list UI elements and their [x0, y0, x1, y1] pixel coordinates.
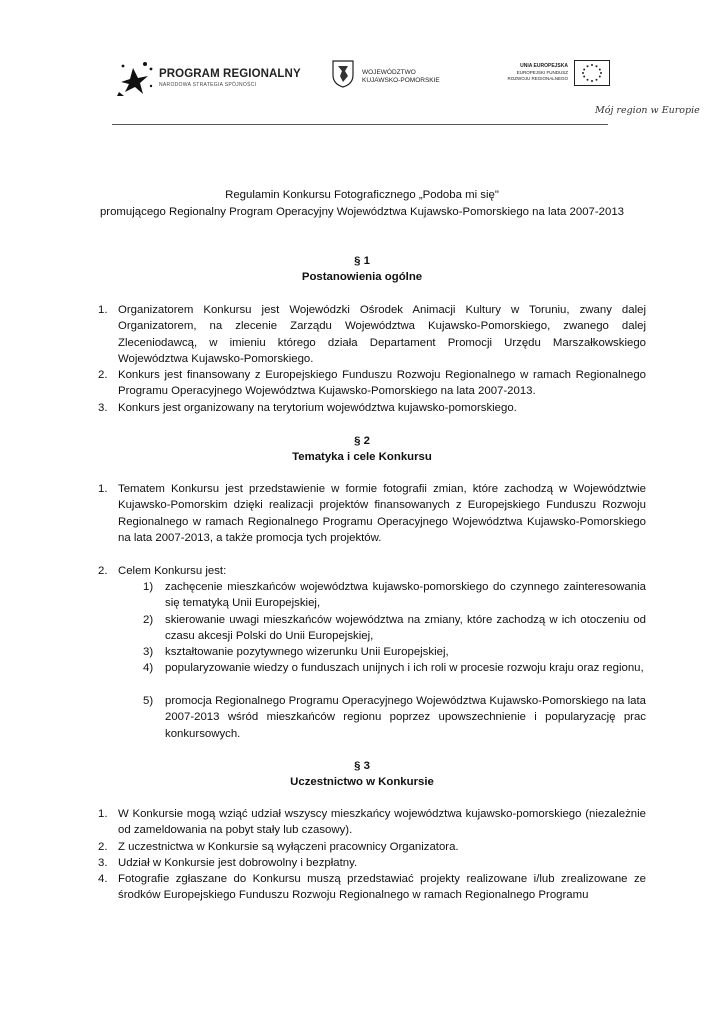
doc-title-line-1: Regulamin Konkursu Fotograficznego „Podoba mi się"	[225, 189, 499, 201]
section-3-item	[98, 871, 646, 904]
subitem-text: promocja Regionalnego Programu Operacyjnego Województwa Kujawsko-Pomorskiego na lata 2007-2013 wśród mieszkańców regionu poprzez upowszechnienie i popularyzację prac konkursowych.	[165, 695, 646, 740]
subitem-number: 3)	[143, 646, 154, 658]
subitem-text: kształtowanie pozytywnego wizerunku Unii Europejskiej,	[165, 646, 449, 658]
section-2-subitem	[143, 693, 646, 742]
star-figure-icon	[115, 56, 157, 98]
section-1-title: Postanowienia ogólne	[301, 271, 423, 283]
item-number: 3.	[98, 857, 108, 869]
subitem-number: 4)	[143, 662, 154, 674]
item-text: Tematem Konkursu jest przedstawienie w formie fotografii zmian, które zachodzą w Województwie Kujawsko-Pomorskim dzięki realizacji projektów finansowanych z Europejskiego Funduszu Rozwoju Regionalnego w ramach Regionalnego Programu Operacyjnego Województwa Kujawsko-Pomorskiego na lata 2007-2013, a także promocja tych projektów.	[118, 483, 646, 545]
region-line-1: WOJEWÓDZTWO	[362, 69, 416, 76]
slogan: Mój region w Europie	[595, 105, 700, 116]
section-3-number: § 3	[354, 760, 370, 772]
section-3-title: Uczestnictwo w Konkursie	[290, 776, 434, 788]
section-2-subitem	[143, 579, 646, 612]
item-text: W Konkursie mogą wziąć udział wszyscy mieszkańcy województwa kujawsko-pomorskiego (niezależnie od zameldowania na pobyt stały lub czasowy).	[118, 808, 646, 837]
region-line-2: KUJAWSKO-POMORSKIE	[362, 77, 440, 84]
coat-of-arms-icon	[332, 60, 354, 88]
subitem-number: 5)	[143, 695, 154, 707]
item-number: 1.	[98, 304, 108, 316]
subitem-text: zachęcenie mieszkańców województwa kujawsko-pomorskiego do czynnego zainteresowania się tematyką Unii Europejskiej,	[165, 581, 646, 610]
section-1-item	[98, 302, 646, 368]
item-text: Udział w Konkursie jest dobrowolny i bezpłatny.	[118, 857, 358, 869]
page-header	[110, 52, 700, 124]
section-3-item	[98, 855, 646, 871]
item-number: 1.	[98, 483, 108, 495]
program-subtitle: NARODOWA STRATEGIA SPÓJNOŚCI	[159, 82, 257, 88]
eu-flag-icon	[574, 60, 610, 86]
subitem-text: popularyzowanie wiedzy o funduszach unijnych i ich roli w procesie rozwoju kraju oraz regionu,	[165, 662, 644, 674]
subitem-number: 1)	[143, 581, 154, 593]
item-number: 2.	[98, 369, 108, 381]
subitem-text: skierowanie uwagi mieszkańców województwa na zmiany, które zachodzą w ich otoczeniu od czasu akcesji Polski do Unii Europejskiej,	[165, 614, 646, 643]
eu-line-3: ROZWOJU REGIONALNEGO	[507, 76, 568, 81]
item-number: 4.	[98, 873, 108, 885]
item-text: Fotografie zgłaszane do Konkursu muszą przedstawiać projekty realizowane i/lub zrealizowane ze środków Europejskiego Funduszu Rozwoju Regionalnego w ramach Regionalnego Programu	[118, 873, 646, 902]
program-title: PROGRAM REGIONALNY	[159, 68, 301, 80]
section-2-title: Tematyka i cele Konkursu	[292, 451, 432, 463]
section-3-item	[98, 839, 646, 855]
item-number: 3.	[98, 402, 108, 414]
item-number: 1.	[98, 808, 108, 820]
section-3-item	[98, 806, 646, 839]
item-text: Celem Konkursu jest:	[118, 565, 227, 577]
section-2-item	[98, 563, 646, 579]
program-regionalny-logo	[115, 56, 305, 98]
subitem-number: 2)	[143, 614, 154, 626]
section-1-number: § 1	[354, 255, 370, 267]
item-text: Konkurs jest finansowany z Europejskiego Funduszu Rozwoju Regionalnego w ramach Regionalnego Programu Operacyjnego Województwa Kujawsko-Pomorskiego na lata 2007-2013.	[118, 369, 646, 398]
doc-title-line-2: promującego Regionalny Program Operacyjny Województwa Kujawsko-Pomorskiego na lata 2007-2013	[99, 206, 625, 218]
section-1-item	[98, 400, 646, 416]
section-2-subitem	[143, 644, 646, 660]
section-2-item	[98, 481, 646, 547]
item-text: Konkurs jest organizowany na terytorium województwa kujawsko-pomorskiego.	[118, 402, 517, 414]
section-2-subitem	[143, 660, 646, 676]
item-number: 2.	[98, 841, 108, 853]
item-number: 2.	[98, 565, 108, 577]
section-2-number: § 2	[354, 435, 370, 447]
item-text: Organizatorem Konkursu jest Wojewódzki Ośrodek Animacji Kultury w Toruniu, zwany dalej Organizatorem, na zlecenie Zarządu Województwa Kujawsko-Pomorskiego, zwanego dalej Zleceniodawcą, w imieniu którego działa Departament Promocji Urzędu Marszałkowskiego Województwa Kujawsko-Pomorskiego.	[118, 304, 646, 366]
eu-line-1: UNIA EUROPEJSKA	[520, 63, 568, 69]
eu-line-2: EUROPEJSKI FUNDUSZ	[516, 70, 568, 75]
section-1-item	[98, 367, 646, 400]
eu-logo	[485, 60, 700, 116]
wojewodztwo-logo	[332, 60, 452, 94]
header-divider	[112, 124, 608, 125]
section-2-subitem	[143, 612, 646, 645]
item-text: Z uczestnictwa w Konkursie są wyłączeni pracownicy Organizatora.	[118, 841, 459, 853]
